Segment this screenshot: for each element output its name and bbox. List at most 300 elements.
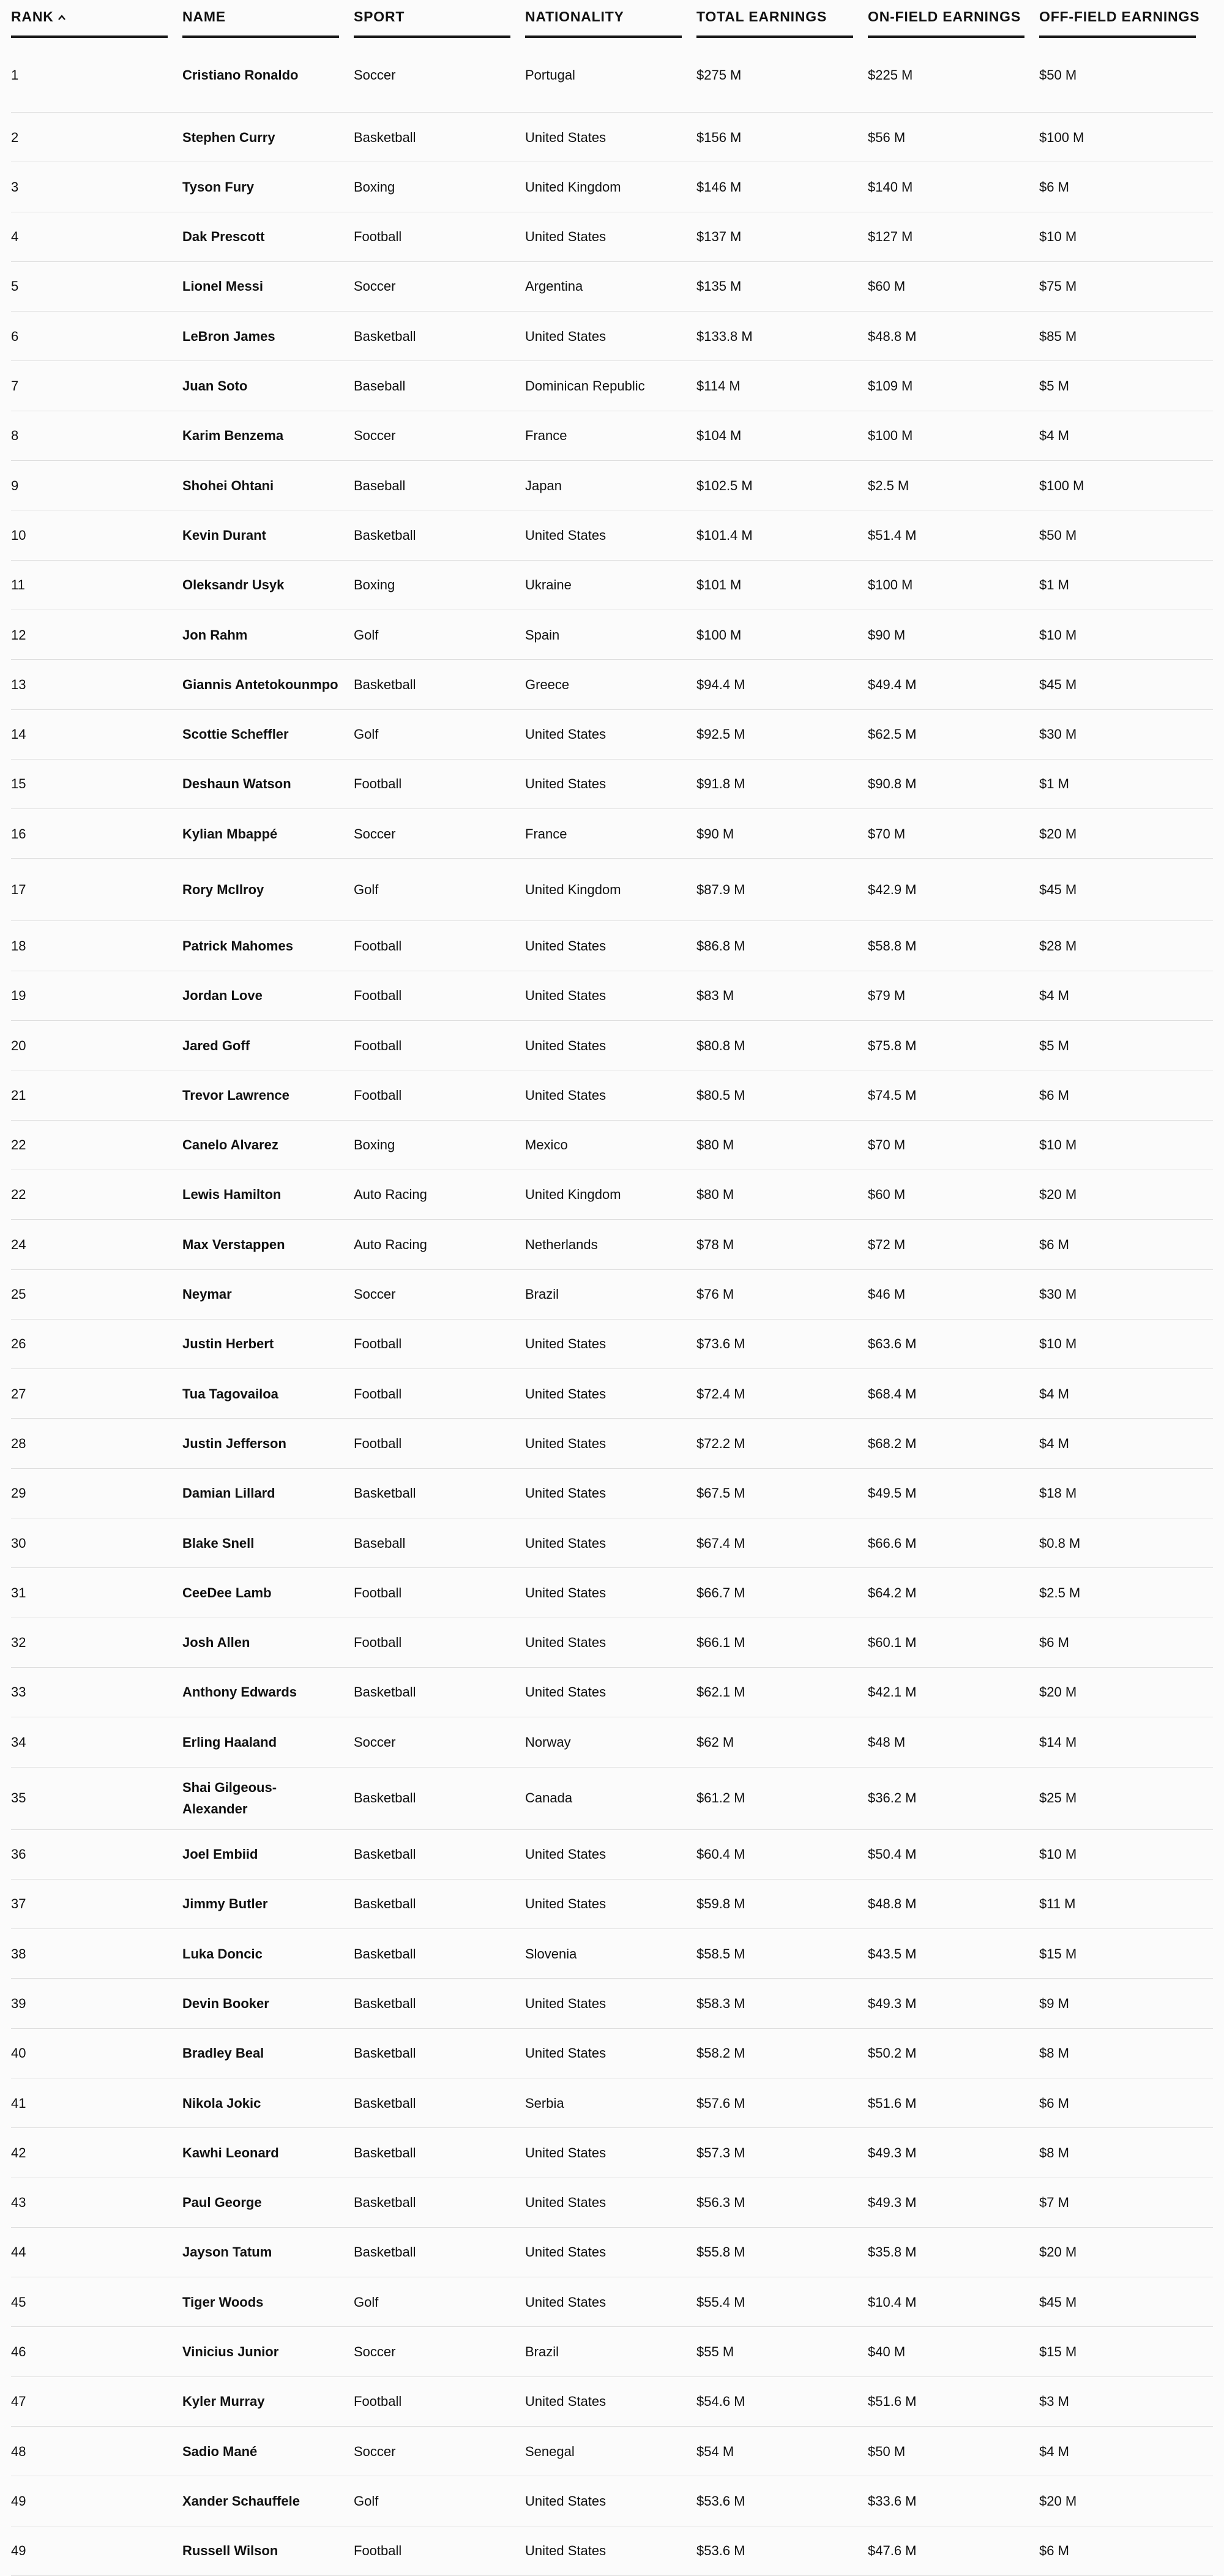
name-cell: Max Verstappen (182, 1236, 285, 1252)
nationality-cell: United States (525, 726, 606, 742)
rank-cell: 16 (11, 826, 26, 842)
off-field-earnings-cell: $30 M (1039, 726, 1077, 742)
off-field-earnings-cell: $4 M (1039, 1435, 1069, 1451)
name-cell: Nikola Jokic (182, 2095, 261, 2111)
column-header-off-field-earnings[interactable]: OFF-FIELD EARNINGS (1039, 0, 1196, 38)
table-row (11, 1121, 1213, 1170)
sport-cell: Auto Racing (354, 1187, 427, 1203)
off-field-earnings-cell: $28 M (1039, 938, 1077, 954)
table-row (11, 1717, 1213, 1767)
total-earnings-cell: $55.8 M (696, 2244, 745, 2260)
nationality-cell: Dominican Republic (525, 378, 645, 394)
nationality-cell: Canada (525, 1790, 573, 1806)
rank-cell: 41 (11, 2095, 26, 2111)
off-field-earnings-cell: $50 M (1039, 527, 1077, 543)
rank-cell: 17 (11, 882, 26, 898)
on-field-earnings-cell: $40 M (868, 2344, 906, 2360)
name-cell: Anthony Edwards (182, 1684, 297, 1700)
off-field-earnings-cell: $18 M (1039, 1485, 1077, 1501)
sport-cell: Basketball (354, 2195, 416, 2211)
sport-cell: Golf (354, 726, 379, 742)
off-field-earnings-cell: $0.8 M (1039, 1535, 1081, 1551)
name-cell: Kyler Murray (182, 2394, 265, 2410)
name-cell: Cristiano Ronaldo (182, 67, 299, 83)
earnings-table (11, 0, 1213, 2576)
on-field-earnings-cell: $127 M (868, 229, 913, 245)
table-row (11, 760, 1213, 809)
on-field-earnings-cell: $225 M (868, 67, 913, 83)
table-body (11, 38, 1213, 2576)
table-row (11, 2228, 1213, 2277)
on-field-earnings-cell: $33.6 M (868, 2493, 917, 2509)
name-cell: Damian Lillard (182, 1485, 275, 1501)
rank-cell: 9 (11, 477, 19, 493)
column-header-label: RANK (11, 9, 54, 24)
on-field-earnings-cell: $2.5 M (868, 477, 909, 493)
name-cell: Giannis Antetokounmpo (182, 676, 338, 692)
on-field-earnings-cell: $50.2 M (868, 2045, 917, 2061)
sport-cell: Soccer (354, 67, 396, 83)
sport-cell: Baseball (354, 477, 406, 493)
table-row (11, 710, 1213, 760)
name-cell: Justin Jefferson (182, 1435, 286, 1451)
total-earnings-cell: $72.2 M (696, 1435, 745, 1451)
sport-cell: Soccer (354, 278, 396, 294)
name-cell: Vinicius Junior (182, 2344, 279, 2360)
total-earnings-cell: $57.6 M (696, 2095, 745, 2111)
nationality-cell: Mexico (525, 1137, 568, 1153)
on-field-earnings-cell: $35.8 M (868, 2244, 917, 2260)
total-earnings-cell: $78 M (696, 1236, 734, 1252)
off-field-earnings-cell: $4 M (1039, 428, 1069, 444)
rank-cell: 21 (11, 1087, 26, 1103)
sport-cell: Basketball (354, 1485, 416, 1501)
table-row (11, 1170, 1213, 1220)
sport-cell: Basketball (354, 2045, 416, 2061)
nationality-cell: France (525, 826, 567, 842)
nationality-cell: Serbia (525, 2095, 564, 2111)
rank-cell: 36 (11, 1846, 26, 1862)
off-field-earnings-cell: $25 M (1039, 1790, 1077, 1806)
on-field-earnings-cell: $51.4 M (868, 527, 917, 543)
on-field-earnings-cell: $58.8 M (868, 938, 917, 954)
rank-cell: 7 (11, 378, 19, 394)
column-header-name[interactable]: NAME (182, 0, 339, 38)
off-field-earnings-cell: $4 M (1039, 988, 1069, 1004)
rank-cell: 48 (11, 2443, 26, 2459)
name-cell: Devin Booker (182, 1995, 269, 2011)
name-cell: Josh Allen (182, 1635, 250, 1651)
on-field-earnings-cell: $50 M (868, 2443, 906, 2459)
table-row (11, 1618, 1213, 1668)
sport-cell: Baseball (354, 1535, 406, 1551)
rank-cell: 22 (11, 1137, 26, 1153)
rank-cell: 49 (11, 2543, 26, 2559)
nationality-cell: United States (525, 1435, 606, 1451)
table-row (11, 312, 1213, 361)
rank-cell: 38 (11, 1946, 26, 1962)
table-row (11, 262, 1213, 312)
total-earnings-cell: $133.8 M (696, 328, 753, 344)
sport-cell: Golf (354, 2493, 379, 2509)
name-cell: Luka Doncic (182, 1946, 263, 1962)
name-cell: Karim Benzema (182, 428, 284, 444)
total-earnings-cell: $73.6 M (696, 1336, 745, 1352)
nationality-cell: United Kingdom (525, 179, 621, 195)
on-field-earnings-cell: $60 M (868, 278, 906, 294)
sport-cell: Football (354, 2394, 402, 2410)
table-row (11, 1518, 1213, 1568)
on-field-earnings-cell: $68.4 M (868, 1386, 917, 1402)
nationality-cell: Argentina (525, 278, 583, 294)
nationality-cell: United Kingdom (525, 882, 621, 898)
sport-cell: Soccer (354, 2344, 396, 2360)
on-field-earnings-cell: $75.8 M (868, 1037, 917, 1053)
rank-cell: 32 (11, 1635, 26, 1651)
sport-cell: Soccer (354, 2443, 396, 2459)
rank-cell: 18 (11, 938, 26, 954)
off-field-earnings-cell: $9 M (1039, 1995, 1069, 2011)
nationality-cell: Japan (525, 477, 562, 493)
on-field-earnings-cell: $42.1 M (868, 1684, 917, 1700)
sport-cell: Auto Racing (354, 1236, 427, 1252)
total-earnings-cell: $72.4 M (696, 1386, 745, 1402)
nationality-cell: United States (525, 229, 606, 245)
table-row (11, 461, 1213, 510)
rank-cell: 25 (11, 1286, 26, 1302)
nationality-cell: United States (525, 1995, 606, 2011)
nationality-cell: United States (525, 2244, 606, 2260)
sport-cell: Football (354, 1336, 402, 1352)
off-field-earnings-cell: $6 M (1039, 2095, 1069, 2111)
sport-cell: Football (354, 1386, 402, 1402)
off-field-earnings-cell: $5 M (1039, 378, 1069, 394)
rank-cell: 37 (11, 1896, 26, 1912)
table-row (11, 2277, 1213, 2327)
name-cell: Rory McIlroy (182, 882, 264, 898)
sport-cell: Basketball (354, 1790, 416, 1806)
on-field-earnings-cell: $49.5 M (868, 1485, 917, 1501)
sport-cell: Boxing (354, 577, 395, 593)
total-earnings-cell: $101.4 M (696, 527, 753, 543)
nationality-cell: United States (525, 2543, 606, 2559)
rank-cell: 47 (11, 2394, 26, 2410)
off-field-earnings-cell: $1 M (1039, 776, 1069, 792)
table-row (11, 971, 1213, 1021)
name-cell: Scottie Scheffler (182, 726, 289, 742)
rank-cell: 22 (11, 1187, 26, 1203)
off-field-earnings-cell: $85 M (1039, 328, 1077, 344)
column-header-total-earnings[interactable]: TOTAL EARNINGS (696, 0, 853, 38)
table-row (11, 1419, 1213, 1468)
total-earnings-cell: $62.1 M (696, 1684, 745, 1700)
total-earnings-cell: $67.4 M (696, 1535, 745, 1551)
sport-cell: Soccer (354, 1734, 396, 1750)
on-field-earnings-cell: $47.6 M (868, 2543, 917, 2559)
off-field-earnings-cell: $20 M (1039, 826, 1077, 842)
total-earnings-cell: $80 M (696, 1187, 734, 1203)
name-cell: Kevin Durant (182, 527, 266, 543)
rank-cell: 20 (11, 1037, 26, 1053)
name-cell: Juan Soto (182, 378, 248, 394)
off-field-earnings-cell: $100 M (1039, 129, 1084, 145)
nationality-cell: United States (525, 938, 606, 954)
table-row (11, 1220, 1213, 1269)
table-row (11, 859, 1213, 921)
name-cell: Xander Schauffele (182, 2493, 300, 2509)
name-cell: Jon Rahm (182, 627, 248, 643)
total-earnings-cell: $55.4 M (696, 2294, 745, 2310)
table-row (11, 2476, 1213, 2526)
table-row (11, 1880, 1213, 1929)
rank-cell: 13 (11, 676, 26, 692)
table-row (11, 1830, 1213, 1880)
name-cell: Tua Tagovailoa (182, 1386, 278, 1402)
name-cell: Canelo Alvarez (182, 1137, 278, 1153)
nationality-cell: United States (525, 1485, 606, 1501)
rank-cell: 6 (11, 328, 19, 344)
nationality-cell: United States (525, 1336, 606, 1352)
rank-cell: 40 (11, 2045, 26, 2061)
sport-cell: Football (354, 1087, 402, 1103)
on-field-earnings-cell: $60 M (868, 1187, 906, 1203)
name-cell: Blake Snell (182, 1535, 255, 1551)
chevron-up-icon (58, 13, 66, 22)
on-field-earnings-cell: $68.2 M (868, 1435, 917, 1451)
total-earnings-cell: $58.2 M (696, 2045, 745, 2061)
column-header-on-field-earnings[interactable]: ON-FIELD EARNINGS (868, 0, 1024, 38)
nationality-cell: United States (525, 1037, 606, 1053)
name-cell: Patrick Mahomes (182, 938, 293, 954)
off-field-earnings-cell: $20 M (1039, 2493, 1077, 2509)
off-field-earnings-cell: $2.5 M (1039, 1585, 1081, 1600)
sport-cell: Basketball (354, 1896, 416, 1912)
total-earnings-cell: $104 M (696, 428, 742, 444)
on-field-earnings-cell: $56 M (868, 129, 906, 145)
nationality-cell: Portugal (525, 67, 575, 83)
name-cell: Oleksandr Usyk (182, 577, 285, 593)
table-row (11, 1768, 1213, 1830)
off-field-earnings-cell: $30 M (1039, 1286, 1077, 1302)
off-field-earnings-cell: $6 M (1039, 179, 1069, 195)
sport-cell: Golf (354, 882, 379, 898)
nationality-cell: United States (525, 1386, 606, 1402)
table-row (11, 1568, 1213, 1618)
nationality-cell: United States (525, 1635, 606, 1651)
name-cell: Neymar (182, 1286, 232, 1302)
sport-cell: Basketball (354, 2244, 416, 2260)
name-cell: Deshaun Watson (182, 776, 291, 792)
off-field-earnings-cell: $4 M (1039, 2443, 1069, 2459)
sport-cell: Football (354, 229, 402, 245)
column-header-nationality[interactable]: NATIONALITY (525, 0, 682, 38)
nationality-cell: United States (525, 1684, 606, 1700)
off-field-earnings-cell: $45 M (1039, 882, 1077, 898)
on-field-earnings-cell: $62.5 M (868, 726, 917, 742)
rank-cell: 15 (11, 776, 26, 792)
table-row (11, 809, 1213, 859)
sport-cell: Soccer (354, 428, 396, 444)
rank-cell: 30 (11, 1535, 26, 1551)
off-field-earnings-cell: $10 M (1039, 1846, 1077, 1862)
on-field-earnings-cell: $36.2 M (868, 1790, 917, 1806)
name-cell: Tyson Fury (182, 179, 254, 195)
on-field-earnings-cell: $50.4 M (868, 1846, 917, 1862)
table-row (11, 660, 1213, 709)
sport-cell: Football (354, 1037, 402, 1053)
off-field-earnings-cell: $20 M (1039, 2244, 1077, 2260)
nationality-cell: Slovenia (525, 1946, 577, 1962)
total-earnings-cell: $54.6 M (696, 2394, 745, 2410)
total-earnings-cell: $58.5 M (696, 1946, 745, 1962)
name-cell: Stephen Curry (182, 129, 275, 145)
total-earnings-cell: $91.8 M (696, 776, 745, 792)
on-field-earnings-cell: $72 M (868, 1236, 906, 1252)
rank-cell: 26 (11, 1336, 26, 1352)
rank-cell: 33 (11, 1684, 26, 1700)
rank-cell: 45 (11, 2294, 26, 2310)
on-field-earnings-cell: $42.9 M (868, 882, 917, 898)
total-earnings-cell: $53.6 M (696, 2543, 745, 2559)
on-field-earnings-cell: $46 M (868, 1286, 906, 1302)
sport-cell: Football (354, 1435, 402, 1451)
total-earnings-cell: $66.1 M (696, 1635, 745, 1651)
column-header-sport[interactable]: SPORT (354, 0, 510, 38)
table-row (11, 1979, 1213, 2028)
on-field-earnings-cell: $74.5 M (868, 1087, 917, 1103)
rank-cell: 12 (11, 627, 26, 643)
column-header-rank[interactable] (11, 0, 168, 38)
rank-cell: 14 (11, 726, 26, 742)
total-earnings-cell: $146 M (696, 179, 742, 195)
total-earnings-cell: $135 M (696, 278, 742, 294)
sport-cell: Football (354, 988, 402, 1004)
on-field-earnings-cell: $90.8 M (868, 776, 917, 792)
on-field-earnings-cell: $48 M (868, 1734, 906, 1750)
sport-cell: Basketball (354, 328, 416, 344)
nationality-cell: Brazil (525, 2344, 559, 2360)
name-cell: Paul George (182, 2195, 262, 2211)
table-row (11, 561, 1213, 610)
total-earnings-cell: $61.2 M (696, 1790, 745, 1806)
off-field-earnings-cell: $6 M (1039, 1087, 1069, 1103)
off-field-earnings-cell: $10 M (1039, 229, 1077, 245)
name-cell: Bradley Beal (182, 2045, 264, 2061)
sport-cell: Boxing (354, 179, 395, 195)
on-field-earnings-cell: $49.4 M (868, 676, 917, 692)
total-earnings-cell: $87.9 M (696, 882, 745, 898)
off-field-earnings-cell: $4 M (1039, 1386, 1069, 1402)
sport-cell: Basketball (354, 1946, 416, 1962)
nationality-cell: Norway (525, 1734, 571, 1750)
table-row (11, 510, 1213, 560)
table-row (11, 1320, 1213, 1369)
rank-cell: 29 (11, 1485, 26, 1501)
name-cell: Lionel Messi (182, 278, 264, 294)
nationality-cell: United States (525, 2195, 606, 2211)
nationality-cell: United States (525, 2045, 606, 2061)
rank-cell: 44 (11, 2244, 26, 2260)
nationality-cell: United States (525, 2394, 606, 2410)
nationality-cell: Senegal (525, 2443, 575, 2459)
nationality-cell: Netherlands (525, 1236, 598, 1252)
sport-cell: Golf (354, 627, 379, 643)
off-field-earnings-cell: $10 M (1039, 1336, 1077, 1352)
nationality-cell: United States (525, 328, 606, 344)
nationality-cell: United States (525, 1846, 606, 1862)
nationality-cell: United States (525, 2493, 606, 2509)
total-earnings-cell: $94.4 M (696, 676, 745, 692)
total-earnings-cell: $90 M (696, 826, 734, 842)
nationality-cell: Ukraine (525, 577, 572, 593)
on-field-earnings-cell: $100 M (868, 428, 913, 444)
rank-cell: 49 (11, 2493, 26, 2509)
table-row (11, 212, 1213, 262)
table-row (11, 2029, 1213, 2078)
rank-cell: 3 (11, 179, 19, 195)
off-field-earnings-cell: $50 M (1039, 67, 1077, 83)
name-cell: Jimmy Butler (182, 1896, 268, 1912)
total-earnings-cell: $114 M (696, 378, 741, 394)
off-field-earnings-cell: $5 M (1039, 1037, 1069, 1053)
total-earnings-cell: $275 M (696, 67, 742, 83)
on-field-earnings-cell: $79 M (868, 988, 906, 1004)
rank-cell: 35 (11, 1790, 26, 1806)
name-cell: Jordan Love (182, 988, 263, 1004)
nationality-cell: Brazil (525, 1286, 559, 1302)
off-field-earnings-cell: $3 M (1039, 2394, 1069, 2410)
sport-cell: Football (354, 938, 402, 954)
name-cell: Jared Goff (182, 1037, 250, 1053)
sport-cell: Basketball (354, 2095, 416, 2111)
name-cell: LeBron James (182, 328, 275, 344)
name-cell: Justin Herbert (182, 1336, 274, 1352)
off-field-earnings-cell: $6 M (1039, 1236, 1069, 1252)
table-row (11, 2128, 1213, 2178)
total-earnings-cell: $86.8 M (696, 938, 745, 954)
rank-cell: 46 (11, 2344, 26, 2360)
total-earnings-cell: $83 M (696, 988, 734, 1004)
on-field-earnings-cell: $49.3 M (868, 2195, 917, 2211)
rank-cell: 39 (11, 1995, 26, 2011)
off-field-earnings-cell: $14 M (1039, 1734, 1077, 1750)
total-earnings-cell: $60.4 M (696, 1846, 745, 1862)
table-row (11, 2377, 1213, 2427)
nationality-cell: United States (525, 1087, 606, 1103)
total-earnings-cell: $56.3 M (696, 2195, 745, 2211)
name-cell: Tiger Woods (182, 2294, 264, 2310)
nationality-cell: United States (525, 1896, 606, 1912)
total-earnings-cell: $80 M (696, 1137, 734, 1153)
sport-cell: Basketball (354, 1846, 416, 1862)
name-cell: Trevor Lawrence (182, 1087, 289, 1103)
rank-cell: 42 (11, 2145, 26, 2160)
total-earnings-cell: $76 M (696, 1286, 734, 1302)
table-row (11, 2327, 1213, 2376)
off-field-earnings-cell: $15 M (1039, 1946, 1077, 1962)
on-field-earnings-cell: $49.3 M (868, 1995, 917, 2011)
total-earnings-cell: $57.3 M (696, 2145, 745, 2160)
on-field-earnings-cell: $66.6 M (868, 1535, 917, 1551)
nationality-cell: United States (525, 2294, 606, 2310)
table-row (11, 162, 1213, 212)
on-field-earnings-cell: $51.6 M (868, 2394, 917, 2410)
name-cell: Kylian Mbappé (182, 826, 278, 842)
on-field-earnings-cell: $109 M (868, 378, 913, 394)
table-header (11, 0, 1213, 38)
name-cell: Russell Wilson (182, 2543, 278, 2559)
total-earnings-cell: $54 M (696, 2443, 734, 2459)
